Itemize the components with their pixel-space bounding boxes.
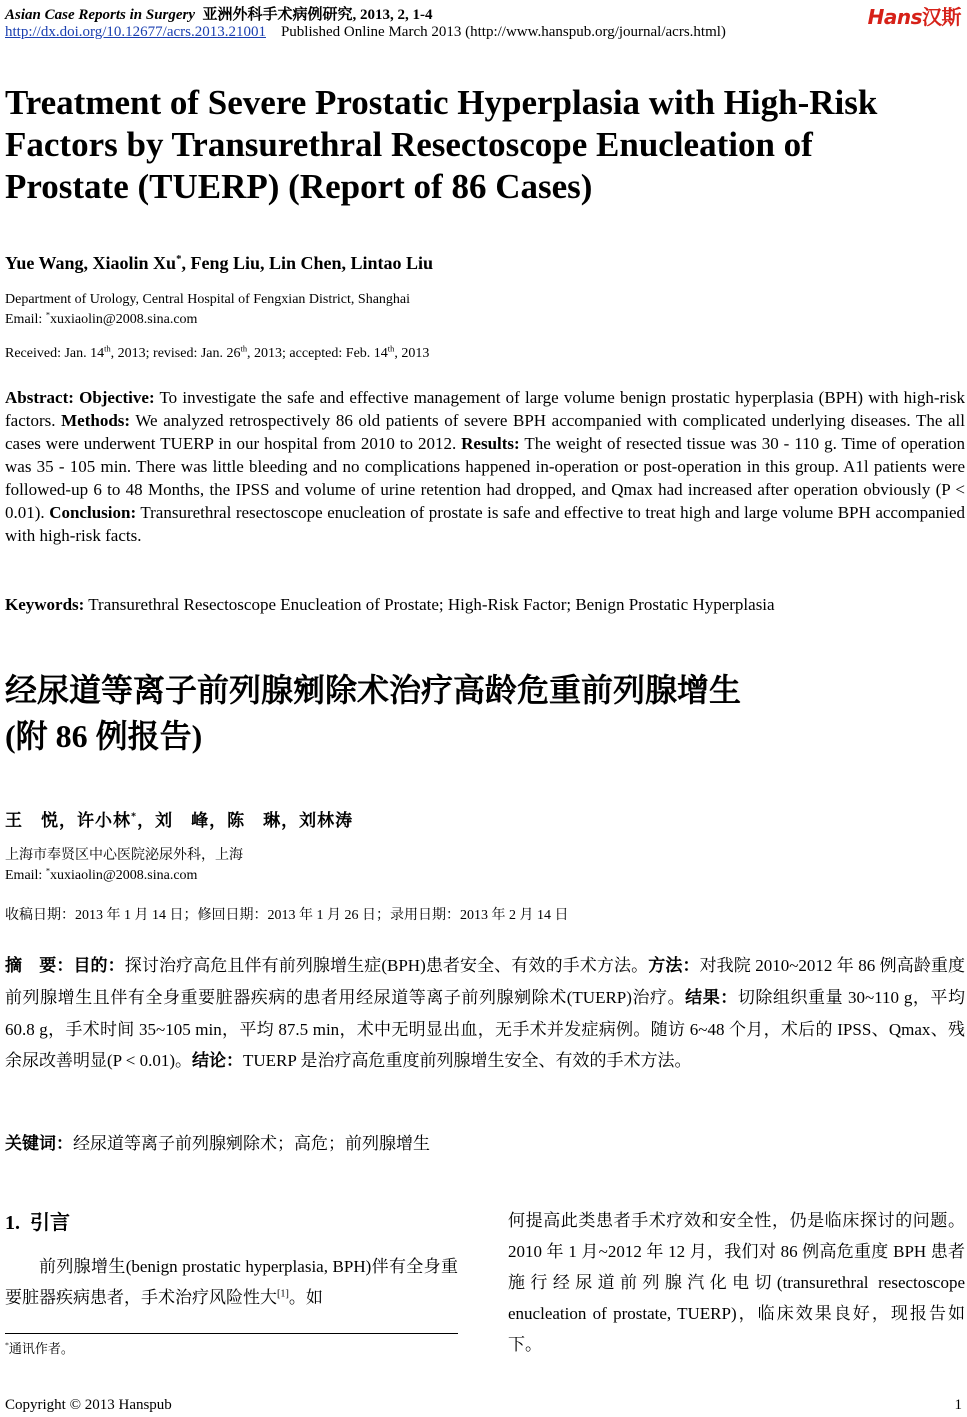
journal-header bbox=[5, 3, 433, 24]
journal-name-cn: 亚洲外科手术病例研究, 2013, 2, 1-4 bbox=[202, 7, 433, 23]
keywords-cn: 关键词：经尿道等离子前列腺剜除术；高危；前列腺增生 bbox=[5, 1134, 430, 1154]
paper-title-en: Treatment of Severe Prostatic Hyperplasia with High-Risk Factors by Transurethral Resectoscope Enucleation of Prostate (TUERP) (Report of 86 Cases) bbox=[5, 83, 878, 206]
body-column-right: 何提高此类患者手术疗效和安全性，仍是临床探讨的问题。2010 年 1 月~2012 年 12 月，我们对 86 例高危重度 BPH 患者施行经尿道前列腺汽化电切(transurethral resectoscope enucleation of prostate, TUERP)，临床效果良好，现报告如下。 bbox=[508, 1211, 965, 1354]
section-heading-introduction: 1. 引言 bbox=[5, 1210, 70, 1234]
published-online: Published Online March 2013 (http://www.hanspub.org/journal/acrs.html) bbox=[280, 24, 726, 40]
footnote: *通讯作者。 bbox=[5, 1340, 74, 1356]
page-number: 1 bbox=[954, 1397, 962, 1413]
authors-cn: 王 悦，许小林*，刘 峰，陈 琳，刘林涛 bbox=[5, 811, 354, 830]
doi-link[interactable]: http://dx.doi.org/10.12677/acrs.2013.21001 bbox=[5, 24, 266, 40]
dates-cn: 收稿日期：2013 年 1 月 14 日；修回日期：2013 年 1 月 26 日；录用日期：2013 年 2 月 14 日 bbox=[5, 908, 569, 923]
dates-en: Received: Jan. 14th, 2013; revised: Jan. 26th, 2013; accepted: Feb. 14th, 2013 bbox=[5, 344, 430, 361]
affiliation-en: Department of Urology, Central Hospital of Fengxian District, Shanghai Email: *xuxiaolin@2008.sina.com bbox=[5, 290, 410, 330]
body-column-left: 前列腺增生(benign prostatic hyperplasia, BPH)伴有全身重要脏器疾病患者，手术治疗风险性大[1]。如 bbox=[5, 1257, 458, 1307]
abstract-cn: 摘 要：目的：探讨治疗高危且伴有前列腺增生症(BPH)患者安全、有效的手术方法。方法：对我院 2010~2012 年 86 例高龄重度前列腺增生且伴有全身重要脏器疾病的患者用经尿道等离子前列腺剜除术(TUERP)治疗。结果：切除组织重量 30~110 g，平均 60.8 g，手术时间 35~105 min，平均 87.5 min，术中无明显出血，无手术并发症病例。随访 6~48 个月，术后的 IPSS、Qmax、残余尿改善明显(P < 0.01)。结论：TUERP 是治疗高危重度前列腺增生安全、有效的手术方法。 bbox=[5, 956, 966, 1071]
footnote-divider bbox=[5, 1333, 458, 1334]
email-cn: Email: *xuxiaolin@2008.sina.com bbox=[5, 866, 198, 883]
citation-ref: [1] bbox=[277, 1288, 289, 1300]
email-en: Email: *xuxiaolin@2008.sina.com bbox=[5, 310, 198, 327]
journal-name-en: Asian Case Reports in Surgery bbox=[5, 7, 196, 23]
affiliation-cn: 上海市奉贤区中心医院泌尿外科，上海 Email: *xuxiaolin@2008.sina.com bbox=[5, 846, 243, 886]
publication-line bbox=[5, 24, 726, 41]
paper-title-cn: 经尿道等离子前列腺剜除术治疗高龄危重前列腺增生 (附 86 例报告) bbox=[5, 671, 742, 754]
abstract-en: Abstract: Objective: To investigate the safe and effective management of large volume benign prostatic hyperplasia (BPH) with high-risk factors. Methods: We analyzed retrospectively 86 old patients of severe BPH accompanied with complicated underlying diseases. The all cases were underwent TUERP in our hospital from 2010 to 2012. Results: The weight of resected tissue was 30 - 110 g. Time of operation was 35 - 105 min. There was little bleeding and no complications happened in-operation or post-operation in this group. A1l patients were followed-up 6 to 48 Months, the IPSS and volume of urine retention had dropped, and Qmax had increased after operation obviously (P < 0.01). Conclusion: Transurethral resectoscope enucleation of prostate is safe and effective to treat high and large volume BPH accompanied with high-risk facts. bbox=[5, 388, 965, 545]
publisher-logo: Hans汉斯 bbox=[867, 5, 961, 29]
authors-en: Yue Wang, Xiaolin Xu*, Feng Liu, Lin Chen, Lintao Liu bbox=[5, 253, 434, 273]
copyright: Copyright © 2013 Hanspub bbox=[5, 1397, 172, 1413]
keywords-en: Keywords: Transurethral Resectoscope Enucleation of Prostate; High-Risk Factor; Benign Prostatic Hyperplasia bbox=[5, 595, 775, 614]
